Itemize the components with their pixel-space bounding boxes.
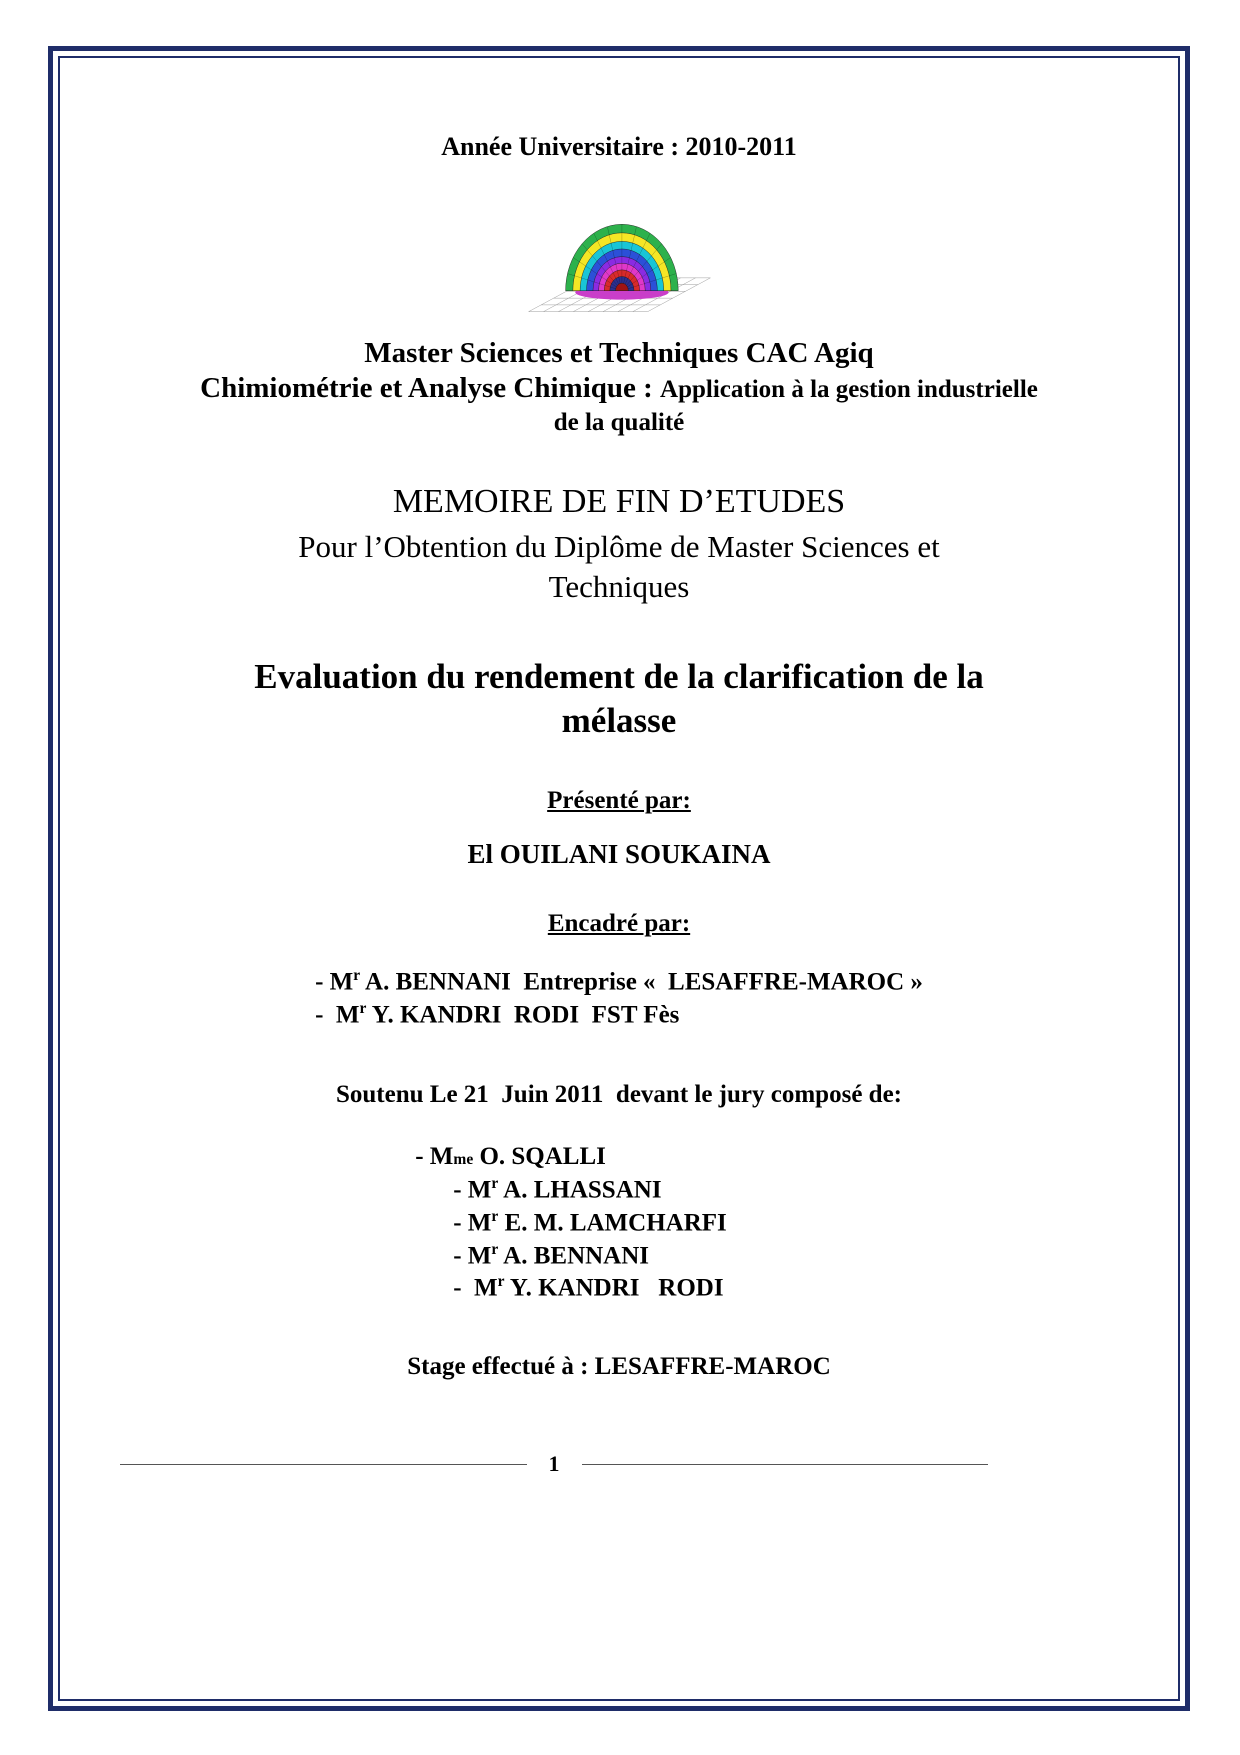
superscript: r: [353, 966, 361, 984]
supervisor-item: - $M^r$ Y. KANDRI RODI FST Fès: [315, 999, 680, 1028]
jury-member: - $M^r$ E. M. LAMCHARFI: [453, 1207, 727, 1237]
jury-member: - $M^r$ A. LHASSANI: [453, 1174, 662, 1204]
program-title: Master Sciences et Techniques CAC Agiq: [364, 337, 874, 369]
program-subtitle: [199, 372, 1039, 439]
jury-list: [415, 1141, 727, 1305]
superscript: r: [491, 1240, 499, 1258]
rainbow-dome: [565, 224, 678, 290]
superscript: r: [497, 1273, 505, 1291]
subscript: me: [453, 1151, 474, 1169]
surface-plot-svg: [527, 178, 712, 315]
author-name: El OUILANI SOUKAINA: [467, 838, 771, 869]
memoire-subtitle: Pour l’Obtention du Diplôme de Master Sciences et Techniques: [298, 528, 940, 604]
superscript: r: [359, 999, 367, 1017]
program-subtitle-main: Chimiométrie et Analyse Chimique :: [200, 372, 661, 404]
footer-rule-left: [120, 1464, 527, 1465]
thesis-title: Evaluation du rendement de la clarification de la mélasse: [254, 657, 984, 741]
academic-year: Année Universitaire : 2010-2011: [441, 132, 797, 161]
memoire-title: MEMOIRE DE FIN D’ETUDES: [392, 482, 846, 520]
supervised-by-label: Encadré par:: [547, 909, 691, 937]
program-subtitle-detail: Application à la gestion industrielle de la qualité: [553, 376, 1038, 437]
superscript: r: [491, 1207, 499, 1225]
jury-member: - Mme O. SQALLI: [415, 1143, 606, 1171]
internship-line: Stage effectué à : LESAFFRE-MAROC: [407, 1353, 831, 1381]
surface-plot-image: [48, 178, 1190, 315]
presented-by-label: Présenté par:: [547, 786, 691, 814]
page-number: 1: [548, 1451, 560, 1477]
page-footer: [120, 1451, 988, 1477]
superscript: r: [491, 1174, 499, 1192]
jury-member: - $M^r$ Y. KANDRI RODI: [453, 1273, 724, 1302]
cover-content: [48, 46, 1190, 1477]
footer-rule-right: [582, 1464, 989, 1465]
defense-intro: Soutenu Le 21 Juin 2011 devant le jury composé de:: [335, 1081, 902, 1109]
supervisors-list: [315, 966, 923, 1032]
jury-member: - $M^r$ A. BENNANI: [453, 1240, 650, 1269]
supervisor-item: - $M^r$ A. BENNANI Entreprise « LESAFFRE-MAROC »: [315, 966, 923, 996]
